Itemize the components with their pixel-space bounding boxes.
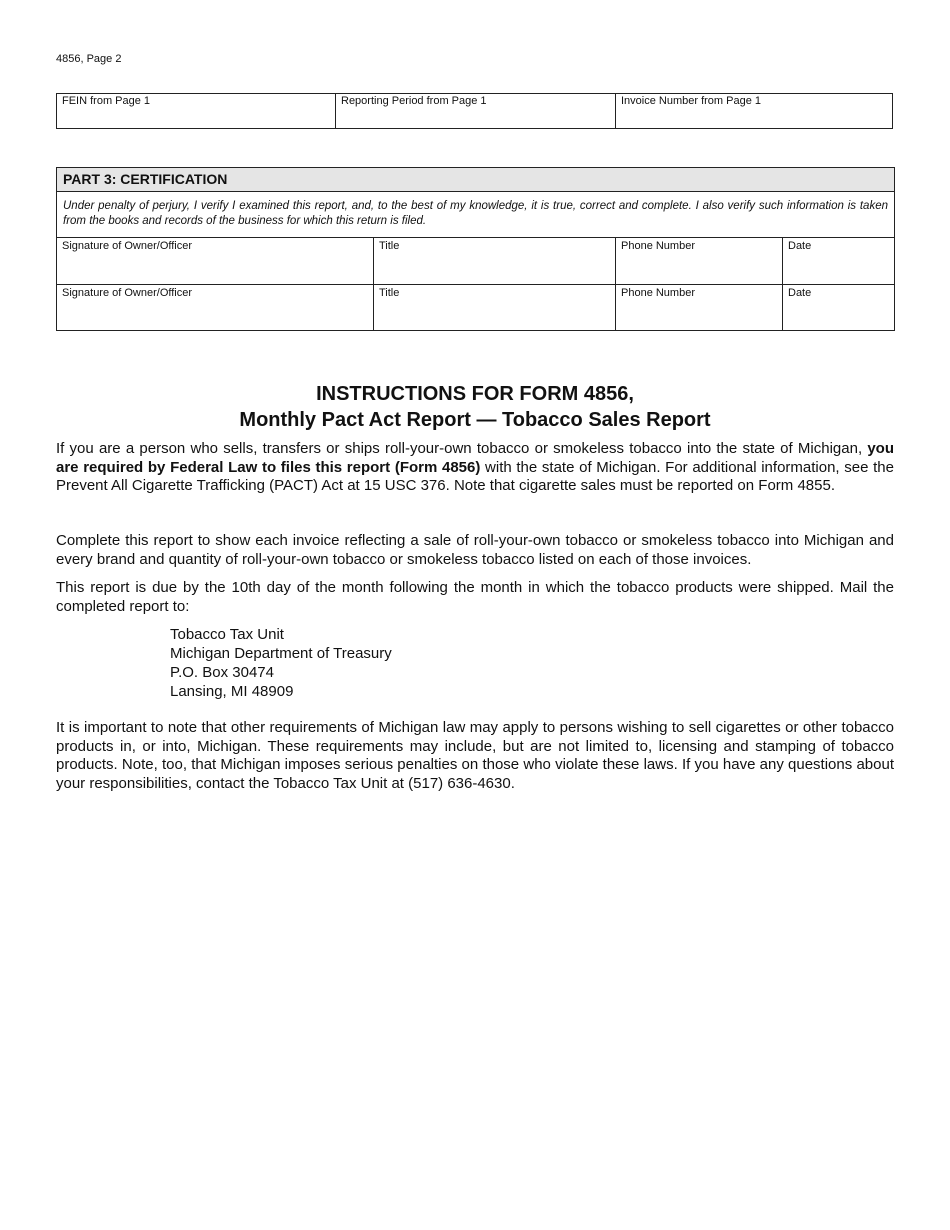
certification-statement: Under penalty of perjury, I verify I examined this report, and, to the best of my knowledge, it is true, correct and complete. I also verify such information is taken from the books and records of the business for which this return is filed.: [57, 192, 894, 238]
paragraph-text: If you are a person who sells, transfers or ships roll-your-own tobacco or smokeless tobacco into the state of Michigan,: [56, 440, 868, 457]
header-reference-grid: [56, 93, 893, 129]
reporting-period-field[interactable]: [336, 94, 616, 128]
signature-label: Signature of Owner/Officer: [62, 287, 193, 299]
paragraph-bold-text: you are required by Federal Law to files this report (Form 4856): [56, 440, 894, 476]
signature-field[interactable]: [57, 238, 374, 284]
title-field[interactable]: [374, 285, 616, 330]
fein-label: FEIN from Page 1: [62, 95, 151, 107]
instructions-title-line2: Monthly Pact Act Report — Tobacco Sales Report: [239, 409, 711, 431]
phone-label: Phone Number: [621, 240, 695, 252]
title-field[interactable]: [374, 238, 616, 284]
signature-row: [57, 238, 894, 285]
address-line: Tobacco Tax Unit: [170, 626, 284, 643]
invoice-number-field[interactable]: [616, 94, 892, 128]
date-field[interactable]: [783, 238, 894, 284]
invoice-number-label: Invoice Number from Page 1: [621, 95, 762, 107]
phone-field[interactable]: [616, 285, 783, 330]
title-label: Title: [379, 287, 400, 299]
instructions-paragraph-2: Complete this report to show each invoice reflecting a sale of roll-your-own tobacco or smokeless tobacco into Michigan and every brand and quantity of roll-your-own tobacco or smokeless tobacco listed on each of those invoices.: [56, 532, 894, 568]
instructions-paragraph-4: It is important to note that other requirements of Michigan law may apply to persons wishing to sell cigarettes or other tobacco products in, or into, Michigan. These requirements may include, but are not limited to, licensing and stamping of tobacco products. Note, too, that Michigan imposes serious penalties on those who violate these laws. If you have any questions about your responsibilities, contact the Tobacco Tax Unit at (517) 636-4630.: [56, 719, 894, 792]
signature-row: [57, 285, 894, 330]
signature-label: Signature of Owner/Officer: [62, 240, 193, 252]
instructions-title-line1: INSTRUCTIONS FOR FORM 4856,: [316, 383, 634, 405]
paragraph-text: with the state of Michigan. For additional information, see the Prevent All Cigarette Trafficking (PACT) Act at 15 USC 376. Note that cigarette sales must be reported on Form 4855.: [56, 458, 894, 494]
instructions-paragraph-3: This report is due by the 10th day of the month following the month in which the tobacco products were shipped. Mail the completed report to:: [56, 579, 894, 615]
address-line: P.O. Box 30474: [170, 664, 274, 681]
certification-section: [56, 167, 895, 331]
phone-field[interactable]: [616, 238, 783, 284]
certification-title: PART 3: CERTIFICATION: [57, 168, 894, 192]
date-field[interactable]: [783, 285, 894, 330]
mailing-address: [170, 625, 392, 701]
fein-field[interactable]: [57, 94, 336, 128]
title-label: Title: [379, 240, 400, 252]
page-identifier: 4856, Page 2: [56, 53, 122, 65]
date-label: Date: [788, 287, 812, 299]
date-label: Date: [788, 240, 812, 252]
instructions-paragraph-1: [56, 440, 894, 496]
signature-field[interactable]: [57, 285, 374, 330]
address-line: Lansing, MI 48909: [170, 683, 294, 700]
reporting-period-label: Reporting Period from Page 1: [341, 95, 487, 107]
instructions-title: [0, 381, 950, 433]
phone-label: Phone Number: [621, 287, 695, 299]
address-line: Michigan Department of Treasury: [170, 645, 392, 662]
